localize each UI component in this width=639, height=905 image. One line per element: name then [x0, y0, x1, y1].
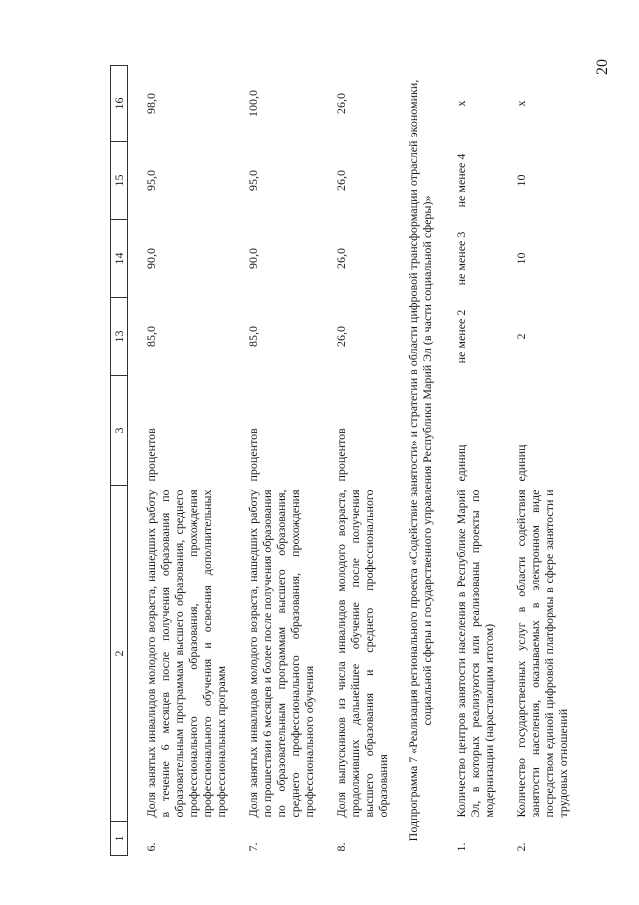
indicators-table: [110, 65, 572, 856]
col-header-3: 3: [111, 376, 128, 486]
col-header-14: 14: [111, 220, 128, 298]
table-row: [230, 66, 318, 856]
row-number: 7.: [246, 842, 260, 852]
value-col-15: 10: [514, 174, 528, 187]
unit-of-measure: процентов: [144, 428, 158, 482]
unit-of-measure: единиц: [514, 444, 528, 482]
page-number: 20: [594, 59, 611, 75]
col-header-15: 15: [111, 142, 128, 220]
subprogram-title: Подпрограмма 7 «Реализация регионального проекта «Содействие занятости» и стратегии в области цифровой трансформации отраслей экономики, социальной сферы и государственного управления Республики Марий Эл (в части социальной сферы)»: [406, 79, 434, 842]
row-number: 2.: [514, 842, 528, 852]
value-col-16: 100,0: [246, 90, 260, 117]
value-col-14: не менее 3: [454, 231, 468, 286]
value-col-16: 26,0: [334, 93, 348, 114]
row-number: 8.: [334, 842, 348, 852]
value-col-14: 90,0: [246, 248, 260, 269]
value-col-15: 95,0: [246, 170, 260, 191]
value-col-13: 85,0: [246, 326, 260, 347]
rotated-table-sheet: [110, 66, 630, 856]
value-col-15: 26,0: [334, 170, 348, 191]
table-row: [128, 66, 231, 856]
value-col-13: 85,0: [144, 326, 158, 347]
indicator-description: Доля занятых инвалидов молодого возраста, нашедших работу в течение 6 месяцев после получения образования по образовательным программам высшего образования, среднего профессионального образования, прохождения профессионального обучения и освоения дополнительных профессиональных программ: [144, 489, 228, 818]
value-col-14: 10: [514, 252, 528, 265]
col-header-1: 1: [111, 822, 128, 856]
row-number: 6.: [144, 842, 158, 852]
value-col-14: 26,0: [334, 248, 348, 269]
value-col-15: не менее 4: [454, 153, 468, 208]
value-col-16: х: [514, 100, 528, 107]
table-row: [498, 66, 572, 856]
col-header-16: 16: [111, 66, 128, 142]
value-col-13: 2: [514, 333, 528, 340]
unit-of-measure: единиц: [454, 444, 468, 482]
col-header-13: 13: [111, 298, 128, 376]
unit-of-measure: процентов: [334, 428, 348, 482]
value-col-13: не менее 2: [454, 309, 468, 364]
value-col-15: 95,0: [144, 170, 158, 191]
indicator-description: Доля выпускников из числа инвалидов молодого возраста, продолживших дальнейшее обучение после получения высшего образования и среднего профессионального образования: [334, 489, 390, 818]
subprogram-header-row: [392, 66, 438, 856]
table-row: [318, 66, 392, 856]
col-header-2: 2: [111, 486, 128, 822]
indicator-description: Количество государственных услуг в области содействия занятости населения, оказываемых в электронном виде посредством единой цифровой платформы в сфере занятости и трудовых отношений: [514, 489, 570, 818]
indicator-description: Количество центров занятости населения в Республике Марий Эл, в которых реализуются или реализованы проекты по модернизации (нарастающим итогом): [454, 489, 496, 818]
value-col-16: 98,0: [144, 93, 158, 114]
column-number-header: [111, 66, 128, 856]
value-col-16: х: [454, 100, 468, 107]
value-col-14: 90,0: [144, 248, 158, 269]
unit-of-measure: процентов: [246, 428, 260, 482]
indicator-description: Доля занятых инвалидов молодого возраста, нашедших работу по прошествии 6 месяцев и более после получения образования по образовательным программам высшего образования, среднего профессионального образования, прохождения профессионального обучения: [246, 489, 316, 818]
table-row: [438, 66, 498, 856]
row-number: 1.: [454, 842, 468, 852]
value-col-13: 26,0: [334, 326, 348, 347]
